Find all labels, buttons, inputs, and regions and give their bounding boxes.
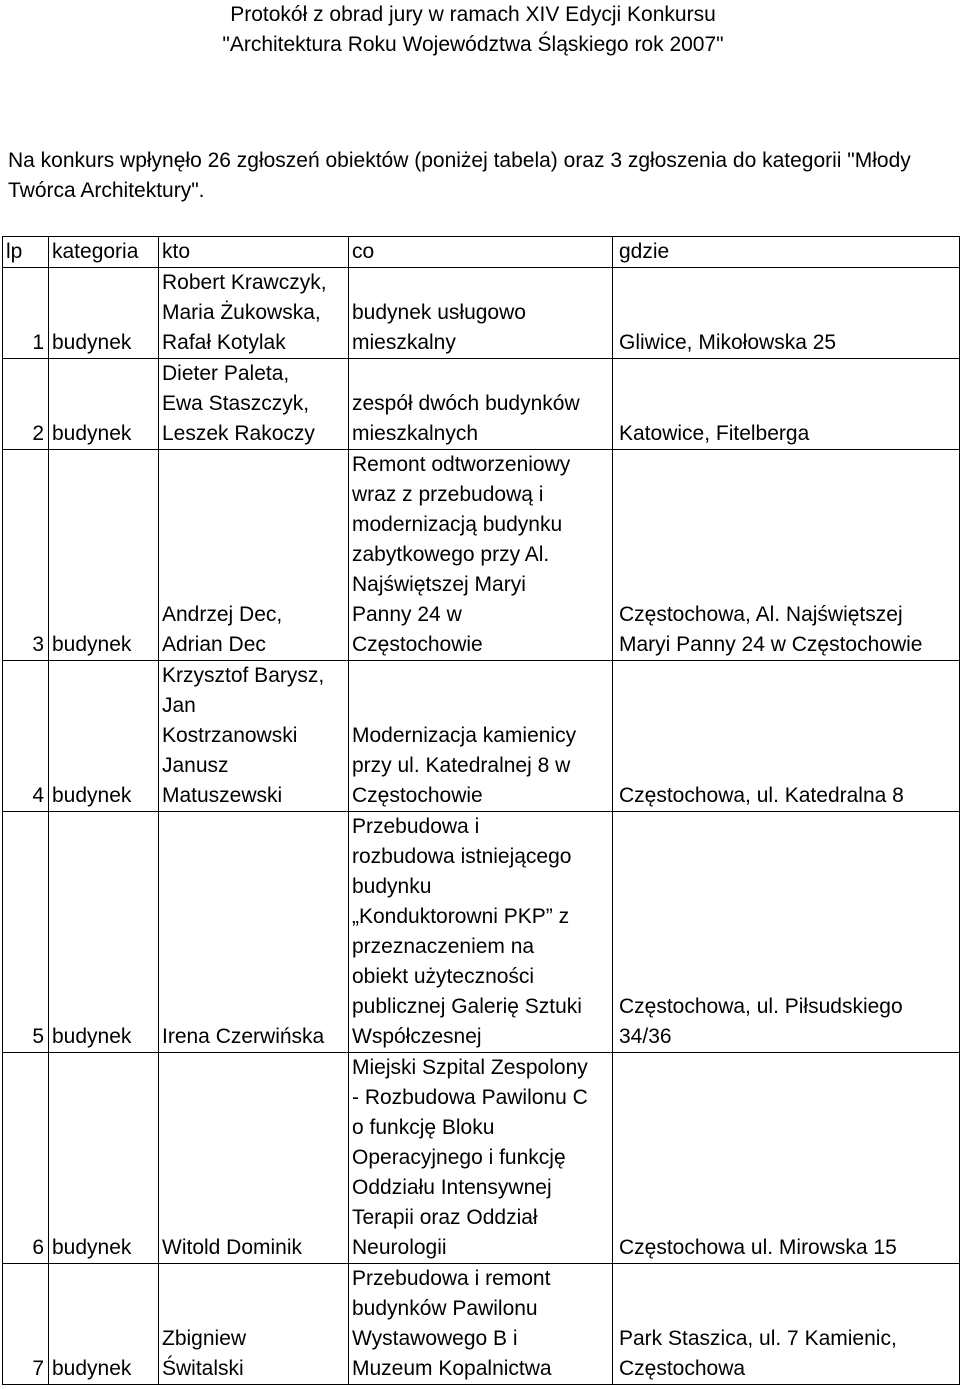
cell-co: Modernizacja kamienicy przy ul. Katedralnej 8 w Częstochowie: [349, 661, 613, 812]
table-row: [3, 812, 960, 1053]
cell-gdzie: Częstochowa ul. Mirowska 15: [613, 1053, 960, 1264]
cell-kategoria: budynek: [49, 1053, 159, 1264]
document-title: [0, 0, 946, 60]
cell-kategoria: budynek: [49, 359, 159, 450]
table-row: [3, 1264, 960, 1385]
table-header-row: [3, 237, 960, 268]
header-gdzie: gdzie: [613, 237, 960, 268]
cell-kategoria: budynek: [49, 1264, 159, 1385]
table-row: [3, 359, 960, 450]
cell-kto: Irena Czerwińska: [159, 812, 349, 1053]
table-row: [3, 661, 960, 812]
cell-kto: Krzysztof Barysz, Jan Kostrzanowski Janusz Matuszewski: [159, 661, 349, 812]
cell-lp: 5: [3, 812, 49, 1053]
entries-table: [2, 236, 960, 1385]
cell-kto: Robert Krawczyk, Maria Żukowska, Rafał Kotylak: [159, 268, 349, 359]
cell-kategoria: budynek: [49, 812, 159, 1053]
cell-kto: Witold Dominik: [159, 1053, 349, 1264]
cell-lp: 3: [3, 450, 49, 661]
header-lp: lp: [3, 237, 49, 268]
cell-gdzie: Częstochowa, Al. Najświętszej Maryi Panny 24 w Częstochowie: [613, 450, 960, 661]
cell-gdzie: Częstochowa, ul. Katedralna 8: [613, 661, 960, 812]
cell-co: Przebudowa i rozbudowa istniejącego budynku „Konduktorowni PKP” z przeznaczeniem na obiekt użyteczności publicznej Galerię Sztuki Współczesnej: [349, 812, 613, 1053]
header-kto: kto: [159, 237, 349, 268]
title-line-1: Protokół z obrad jury w ramach XIV Edycji Konkursu: [230, 3, 716, 26]
cell-co: Przebudowa i remont budynków Pawilonu Wystawowego B i Muzeum Kopalnictwa: [349, 1264, 613, 1385]
cell-kategoria: budynek: [49, 268, 159, 359]
cell-gdzie: Katowice, Fitelberga: [613, 359, 960, 450]
cell-lp: 6: [3, 1053, 49, 1264]
cell-lp: 1: [3, 268, 49, 359]
cell-lp: 4: [3, 661, 49, 812]
cell-kategoria: budynek: [49, 661, 159, 812]
header-kategoria: kategoria: [49, 237, 159, 268]
cell-lp: 7: [3, 1264, 49, 1385]
cell-co: Remont odtworzeniowy wraz z przebudową i modernizacją budynku zabytkowego przy Al. Najświętszej Maryi Panny 24 w Częstochowie: [349, 450, 613, 661]
cell-lp: 2: [3, 359, 49, 450]
cell-co: Miejski Szpital Zespolony - Rozbudowa Pawilonu C o funkcję Bloku Operacyjnego i funkcję Oddziału Intensywnej Terapii oraz Oddział Neurologii: [349, 1053, 613, 1264]
cell-kto: Zbigniew Świtalski: [159, 1264, 349, 1385]
table-row: [3, 450, 960, 661]
cell-kto: Andrzej Dec, Adrian Dec: [159, 450, 349, 661]
header-co: co: [349, 237, 613, 268]
table-row: [3, 268, 960, 359]
cell-gdzie: Gliwice, Mikołowska 25: [613, 268, 960, 359]
cell-co: budynek usługowo mieszkalny: [349, 268, 613, 359]
cell-kategoria: budynek: [49, 450, 159, 661]
cell-kto: Dieter Paleta, Ewa Staszczyk, Leszek Rakoczy: [159, 359, 349, 450]
table-row: [3, 1053, 960, 1264]
intro-paragraph: Na konkurs wpłynęło 26 zgłoszeń obiektów (poniżej tabela) oraz 3 zgłoszenia do kategorii "Młody Twórca Architektury".: [8, 149, 911, 202]
cell-co: zespół dwóch budynków mieszkalnych: [349, 359, 613, 450]
title-line-2: "Architektura Roku Województwa Śląskiego rok 2007": [222, 33, 724, 56]
cell-gdzie: Częstochowa, ul. Piłsudskiego 34/36: [613, 812, 960, 1053]
cell-gdzie: Park Staszica, ul. 7 Kamienic, Częstochowa: [613, 1264, 960, 1385]
